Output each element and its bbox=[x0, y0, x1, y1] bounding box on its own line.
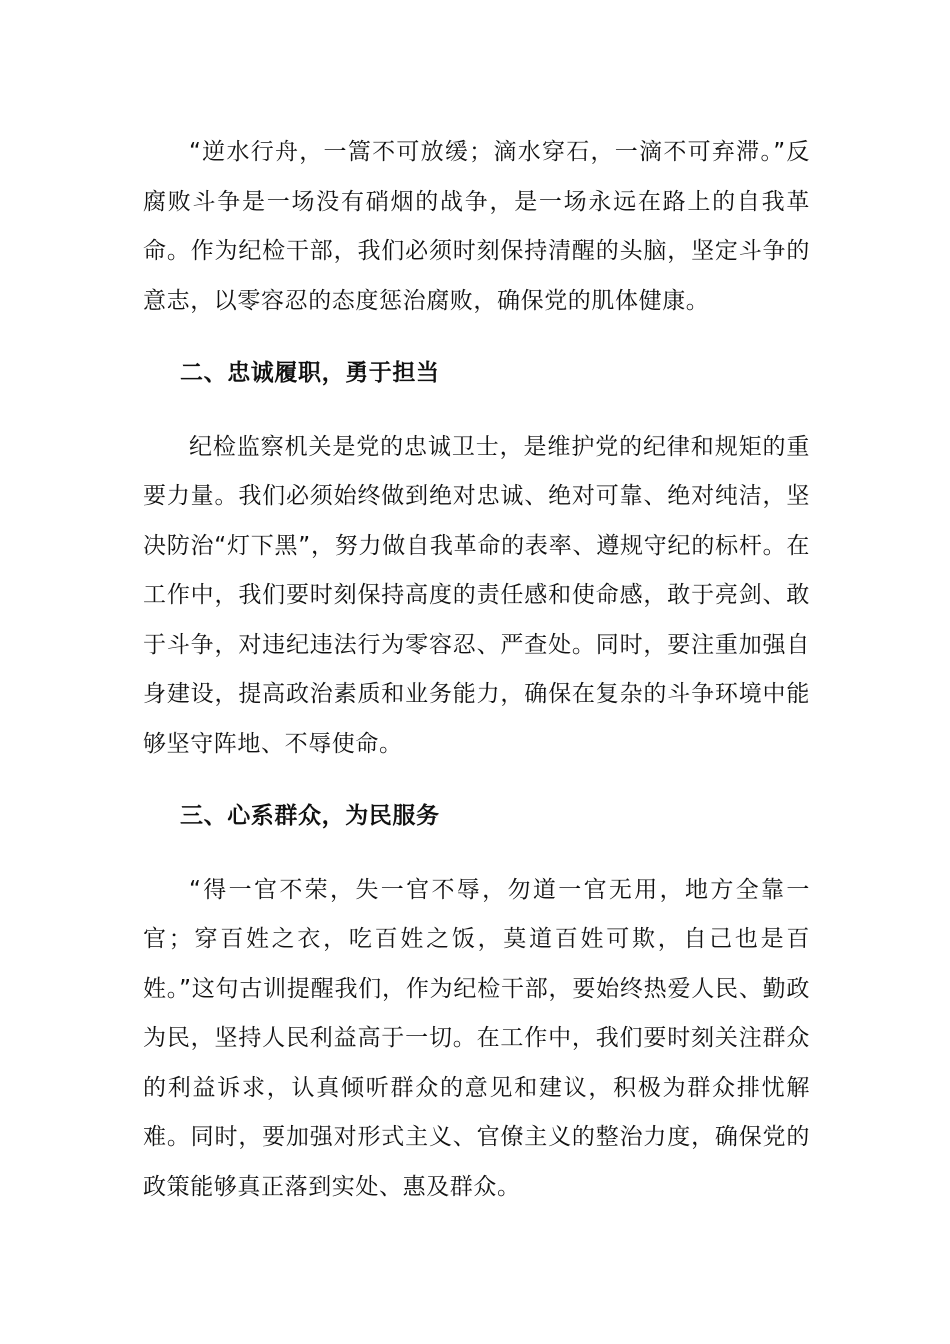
section-heading-loyalty: 二、忠诚履职，勇于担当 bbox=[180, 360, 440, 386]
paragraph-loyalty: 纪检监察机关是党的忠诚卫士，是维护党的纪律和规矩的重要力量。我们必须始终做到绝对忠诚、绝对可靠、绝对纯洁，坚决防治“灯下黑”，努力做自我革命的表率、遵规守纪的标杆。在工作中，我们要时刻保持高度的责任感和使命感，敢于亮剑、敢于斗争，对违纪违法行为零容忍、严查处。同时，要注重加强自身建设，提高政治素质和业务能力，确保在复杂的斗争环境中能够坚守阵地、不辱使命。 bbox=[143, 433, 810, 757]
paragraph-anti-corruption: “逆水行舟，一篙不可放缓；滴水穿石，一滴不可弃滞。”反腐败斗争是一场没有硝烟的战争，是一场永远在路上的自我革命。作为纪检干部，我们必须时刻保持清醒的头脑，坚定斗争的意志，以零容忍的态度惩治腐败，确保党的肌体健康。 bbox=[143, 139, 810, 314]
document-body bbox=[143, 128, 810, 1212]
paragraph-serve-people: “得一官不荣，失一官不辱，勿道一官无用，地方全靠一官；穿百姓之衣，吃百姓之饭，莫道百姓可欺，自己也是百姓。”这句古训提醒我们，作为纪检干部，要始终热爱人民、勤政为民，坚持人民利益高于一切。在工作中，我们要时刻关注群众的利益诉求，认真倾听群众的意见和建议，积极为群众排忧解难。同时，要加强对形式主义、官僚主义的整治力度，确保党的政策能够真正落到实处、惠及群众。 bbox=[143, 876, 810, 1200]
section-heading-serve-people: 三、心系群众，为民服务 bbox=[180, 803, 440, 829]
